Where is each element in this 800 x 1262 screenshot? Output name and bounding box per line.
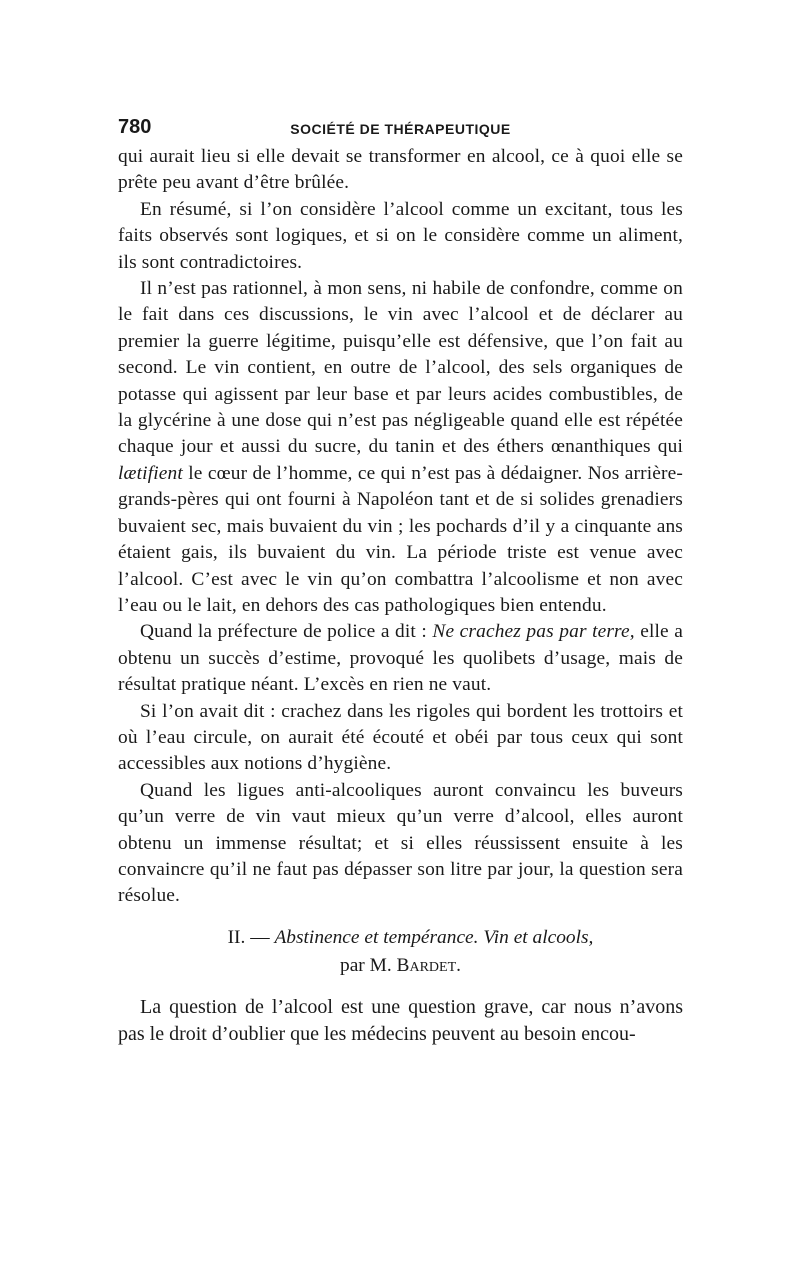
- paragraph: [118, 197, 683, 276]
- text-run: Il n’est pas rationnel, à mon sens, ni habile de confondre, comme on le fait dans ces discussions, le vin avec l’alcool et de déclarer au premier la guerre légitime, puisqu’elle est défensive, que l’on fait au second. Le vin contient, en outre de l’alcool, des sels organiques de potasse qui agissent par leur base et par leurs acides combustibles, de la glycérine à une dose qui n’est pas négligeable quand elle est répétée chaque jour et aussi du sucre, du tanin et des éthers œnanthiques qui: [118, 278, 683, 458]
- section-title: Abstinence et tempérance. Vin et alcools,: [274, 926, 594, 948]
- text-run: En résumé, si l’on considère l’alcool comme un excitant, tous les faits observés sont logiques, et si on le considère comme un aliment, ils sont contradictoires.: [118, 198, 683, 273]
- section-byline: [340, 955, 461, 976]
- paragraph: [118, 144, 683, 197]
- section-title-line: [118, 924, 683, 952]
- paragraph: [118, 778, 683, 910]
- byline-prefix: par M.: [340, 954, 397, 976]
- section-numeral: II. —: [227, 926, 275, 948]
- page-number: 780: [118, 116, 152, 138]
- section-body: [118, 994, 683, 1048]
- italic-word: lætifient: [118, 462, 183, 484]
- text-run: le cœur de l’homme, ce qui n’est pas à dédaigner. Nos arrière-grands-pères qui ont fourni à Napoléon tant et de si solides grenadiers buvaient sec, mais buvaient du vin ; les pochards d’il y a cinquante ans étaient gais, ils buvaient du vin. La période triste est venue avec l’alcool. C’est avec le vin qu’on combattra l’alcoolisme et non avec l’eau ou le lait, en dehors des cas pathologiques bien entendu.: [118, 462, 683, 616]
- text-run: Quand les ligues anti-alcooliques auront convaincu les buveurs qu’un verre de vin vaut mieux qu’un verre d’alcool, elles auront obtenu un immense résultat; et si elles réussissent ensuite à les convaincre qu’il ne faut pas dépasser son litre par jour, la question sera résolue.: [118, 779, 683, 907]
- body-text: [118, 144, 683, 910]
- paragraph: [118, 619, 683, 698]
- paragraph: [118, 276, 683, 619]
- italic-quote: Ne crachez pas par terre,: [432, 621, 635, 643]
- text-run: elle a obtenu un succès d’estime, provoqué les quolibets d’usage, mais de résultat pratique néant. L’excès en rien ne vaut.: [118, 621, 684, 696]
- running-head: SOCIÉTÉ DE THÉRAPEUTIQUE: [290, 121, 511, 137]
- paragraph: [118, 699, 683, 778]
- text-run: Quand la préfecture de police a dit :: [140, 621, 433, 643]
- author-name: Bardet.: [396, 954, 461, 976]
- text-run: La question de l’alcool est une question grave, car nous n’avons pas le droit d’oublier que les médecins peuvent au besoin encou-: [118, 995, 683, 1045]
- text-run: Si l’on avait dit : crachez dans les rigoles qui bordent les trottoirs et où l’eau circule, on aurait été écouté et obéi par tous ceux qui sont accessibles aux notions d’hygiène.: [118, 700, 683, 775]
- section-heading: [118, 924, 683, 980]
- paragraph: [118, 994, 683, 1048]
- book-page: [118, 110, 683, 1048]
- page-header: [118, 110, 683, 144]
- text-run: qui aurait lieu si elle devait se transformer en alcool, ce à quoi elle se prête peu avant d’être brûlée.: [118, 146, 683, 194]
